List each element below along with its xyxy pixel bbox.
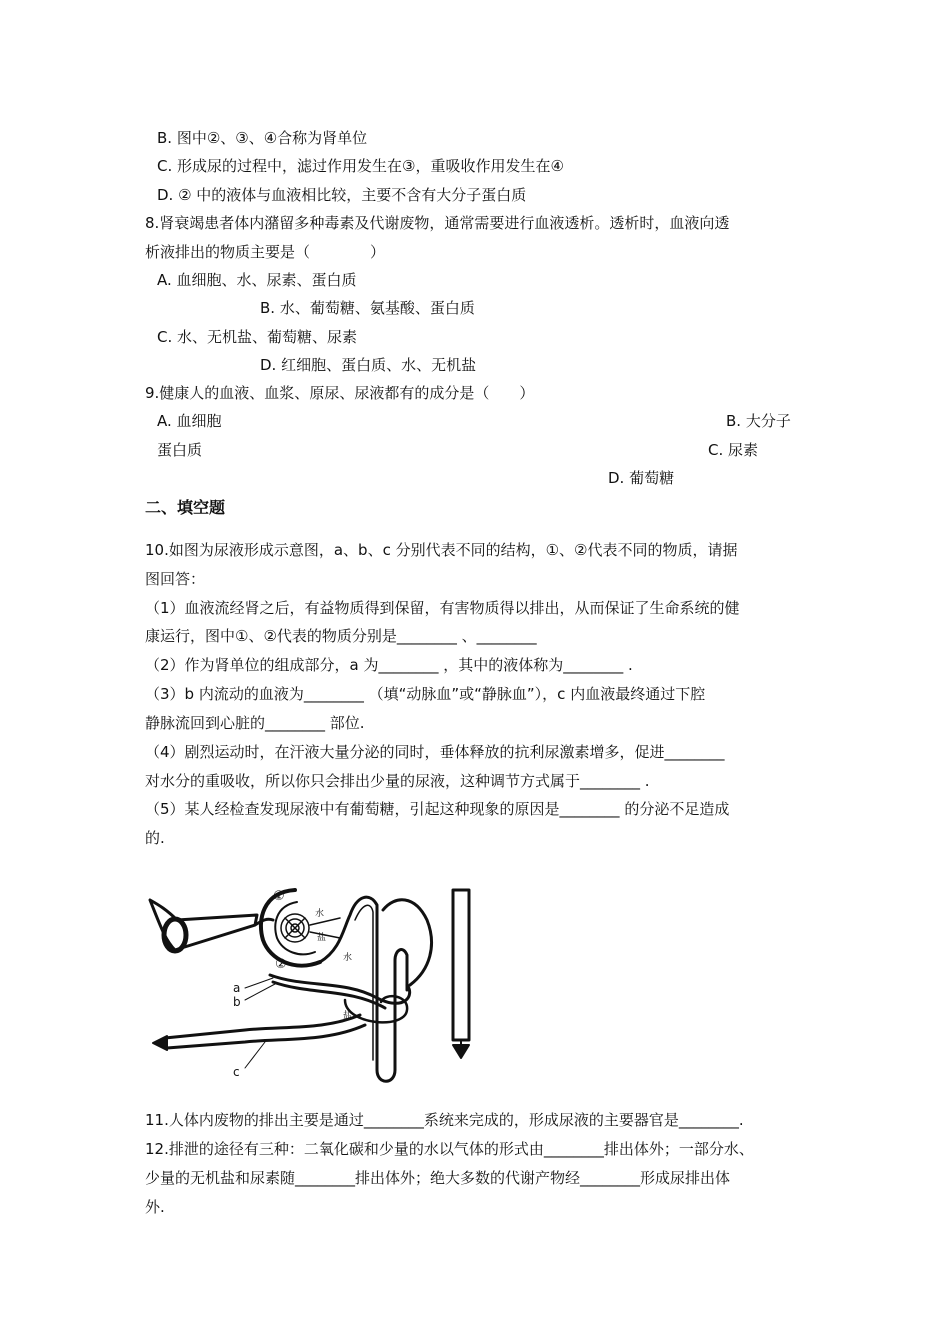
figure-label-salt2: 盐 [343, 1011, 353, 1021]
figure-label-c: c [233, 1065, 240, 1079]
q9-stem: 9.健康人的血液、血浆、原尿、尿液都有的成分是（ ） [145, 384, 535, 402]
q10-part3-line1: （3）b 内流动的血液为________ （填“动脉血”或“静脉血”），c 内血液最终通过下腔 [145, 685, 706, 703]
q12-line2: 少量的无机盐和尿素随________排出体外；绝大多数的代谢产物经________形成尿排出体 [145, 1169, 731, 1187]
q7-option-b: B. 图中②、③、④合称为肾单位 [157, 129, 368, 147]
label-c-line [245, 1042, 265, 1068]
q7-option-c: C. 形成尿的过程中，滤过作用发生在③，重吸收作用发生在④ [157, 157, 564, 175]
renal-tubule [320, 897, 407, 1081]
q8-option-a: A. 血细胞、水、尿素、蛋白质 [157, 271, 357, 289]
figure-label-b: b [233, 995, 241, 1009]
q9-option-b-part1: B. 大分子 [726, 412, 791, 430]
q8-option-b: B. 水、葡萄糖、氨基酸、蛋白质 [260, 299, 475, 317]
figure-label-2: ② [275, 957, 287, 972]
q9-option-b-part2: 蛋白质 [157, 441, 203, 459]
figure-label-salt: 盐 [317, 933, 327, 943]
q10-part5-line2: 的. [145, 829, 165, 847]
figure-label-a: a [233, 981, 241, 995]
q11-stem: 11.人体内废物的排出主要是通过________系统来完成的，形成尿液的主要器官是________. [145, 1111, 744, 1129]
q10-part4-line1: （4）剧烈运动时，在汗液大量分泌的同时，垂体释放的抗利尿激素增多，促进________ [145, 743, 725, 761]
artery-to-glomerulus [255, 919, 273, 925]
q10-part5-line1: （5）某人经检查发现尿液中有葡萄糖，引起这种现象的原因是________ 的分泌不足造成 [145, 800, 730, 818]
glomerulus [281, 914, 309, 942]
q10-part1-line1: （1）血液流经肾之后，有益物质得到保留，有害物质得以排出，从而保证了生命系统的健 [145, 599, 740, 617]
q8-option-d: D. 红细胞、蛋白质、水、无机盐 [260, 356, 477, 374]
q10-part1-line2: 康运行，图中①、②代表的物质分别是________ 、________ [145, 627, 537, 645]
q12-line1: 12.排泄的途径有三种：二氧化碳和少量的水以气体的形式由________排出体外；一部分水、 [145, 1140, 754, 1158]
q8-stem-line2: 析液排出的物质主要是（ ） [145, 243, 386, 261]
urine-formation-diagram [145, 880, 485, 1100]
renal-vein [165, 1015, 365, 1048]
peritubular-capillary [270, 975, 410, 1008]
q10-part3-line2: 静脉流回到心脏的________ 部位. [145, 714, 365, 732]
q9-option-a: A. 血细胞 [157, 412, 222, 430]
q9-option-d: D. 葡萄糖 [608, 469, 675, 487]
q8-option-c: C. 水、无机盐、葡萄糖、尿素 [157, 328, 358, 346]
section-heading: 二、填空题 [145, 498, 226, 517]
q9-option-c: C. 尿素 [708, 441, 759, 459]
q10-stem-line2: 图回答： [145, 570, 206, 588]
q12-line3: 外. [145, 1198, 165, 1216]
figure-label-1: ① [273, 889, 285, 904]
q7-option-d: D. ② 中的液体与血液相比较，主要不含有大分子蛋白质 [157, 186, 527, 204]
renal-tubule-inner [355, 905, 373, 1060]
collecting-duct [453, 890, 469, 1040]
collecting-duct-arrow [453, 1040, 469, 1058]
figure-label-water2: 水 [343, 953, 353, 963]
label-a-line [245, 978, 273, 988]
q10-stem-line1: 10.如图为尿液形成示意图，a、b、c 分别代表不同的结构，①、②代表不同的物质，请据 [145, 541, 738, 559]
vein-arrow-head [153, 1036, 167, 1050]
figure-label-water: 水 [315, 909, 325, 919]
q10-part2: （2）作为肾单位的组成部分，a 为________ ，其中的液体称为________ . [145, 656, 633, 674]
q8-stem-line1: 8.肾衰竭患者体内潴留多种毒素及代谢废物，通常需要进行血液透析。透析时，血液向透 [145, 214, 730, 232]
q10-part4-line2: 对水分的重吸收，所以你只会排出少量的尿液，这种调节方式属于________ . [145, 772, 650, 790]
